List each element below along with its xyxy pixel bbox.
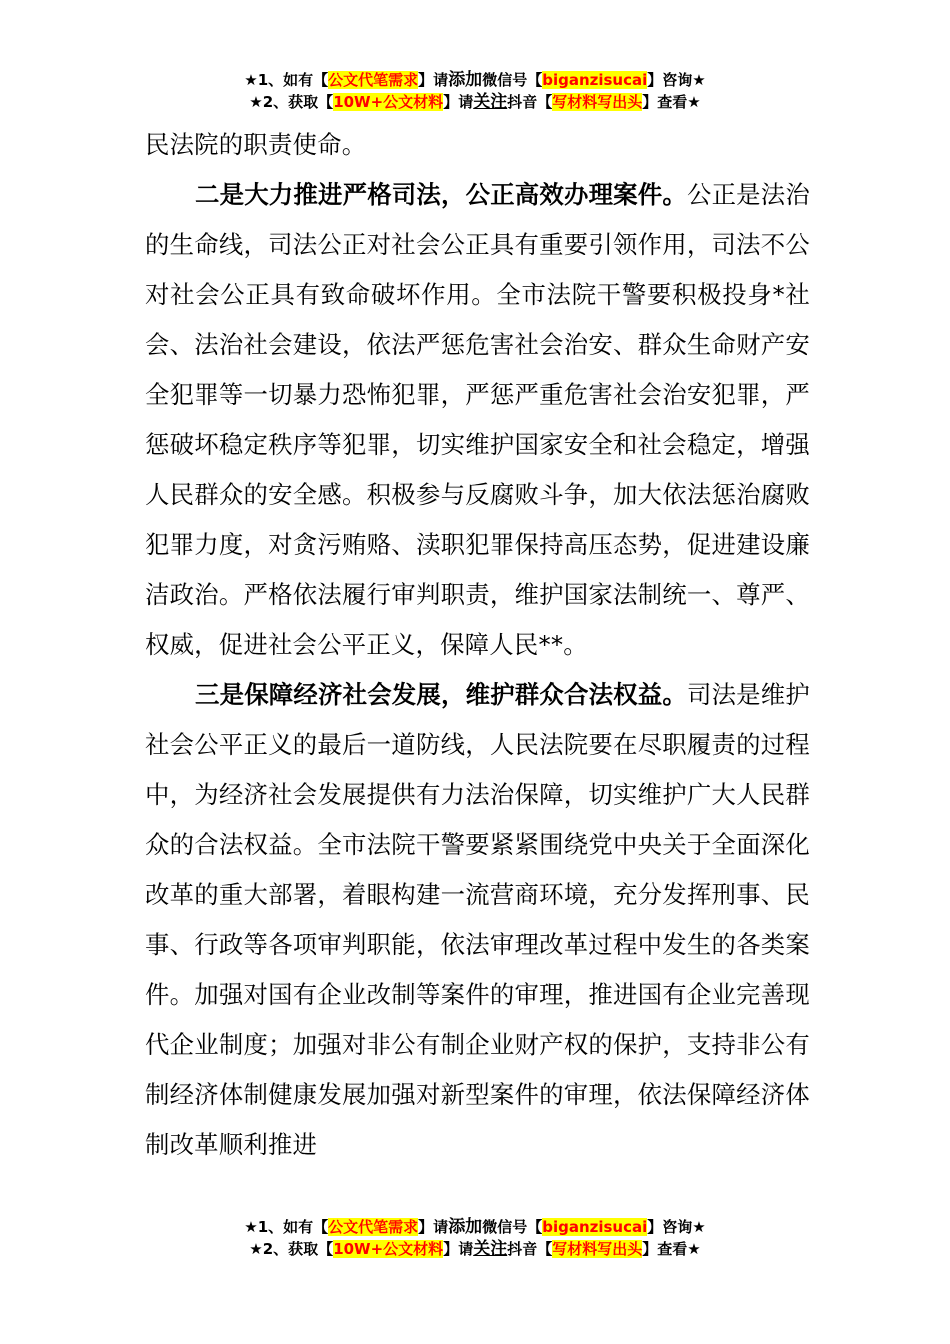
promo-highlight: 公文代笔需求: [328, 1218, 419, 1236]
promo-text: 】咨询★: [647, 71, 706, 89]
paragraph-text: 司法是维护社会公平正义的最后一道防线，人民法院要在尽职履责的过程中，为经济社会发展提供有力法治保障，切实维护广大人民群众的合法权益。全市法院干警要紧紧围绕党中央关于全面深化改革的重大部署，着眼构建一流营商环境，充分发挥刑事、民事、行政等各项审判职能，依法审理改革过程中发生的各类案件。加强对国有企业改制等案件的审理，推进国有企业完善现代企业制度；加强对非公有制企业财产权的保护，支持非公有制经济体制健康发展加强对新型案件的审理，依法保障经济体制改革顺利推进: [145, 680, 810, 1159]
promo-text: ★2、获取【: [249, 1240, 334, 1258]
promo-line-2: [0, 91, 950, 113]
promo-text: 】请: [443, 93, 474, 111]
paragraph-heading: 二是大力推进严格司法，公正高效办理案件。: [195, 180, 687, 209]
promo-text: ★1、如有【: [244, 71, 329, 89]
promo-line-1: [0, 69, 950, 91]
promo-line-2: [0, 1238, 950, 1260]
promo-emphasis: 关注: [473, 92, 508, 112]
promo-line-1: [0, 1216, 950, 1238]
promo-emphasis: 添加: [448, 70, 483, 90]
wechat-id-highlight: biganzisucai: [542, 1218, 648, 1236]
promo-text: 】请: [443, 1240, 474, 1258]
paragraph-continuation: 民法院的职责使命。: [145, 130, 367, 159]
promo-text: ★1、如有【: [244, 1218, 329, 1236]
promo-text: 抖音【: [507, 93, 553, 111]
promo-footer: [0, 1216, 950, 1260]
promo-text: 】请: [418, 1218, 449, 1236]
promo-text: 】咨询★: [647, 1218, 706, 1236]
promo-highlight: 10W+公文材料: [333, 1240, 444, 1258]
paragraph-2: [145, 170, 810, 670]
promo-text: 】查看★: [642, 1240, 701, 1258]
promo-text: 抖音【: [507, 1240, 553, 1258]
promo-text: 】查看★: [642, 93, 701, 111]
promo-emphasis: 添加: [448, 1217, 483, 1237]
promo-text: 微信号【: [482, 1218, 543, 1236]
wechat-id-highlight: biganzisucai: [542, 71, 648, 89]
paragraph-3: [145, 670, 810, 1170]
promo-text: ★2、获取【: [249, 93, 334, 111]
promo-highlight: 10W+公文材料: [333, 93, 444, 111]
paragraph-text: 公正是法治的生命线，司法公正对社会公正具有重要引领作用，司法不公对社会公正具有致命破坏作用。全市法院干警要积极投身*社会、法治社会建设，依法严惩危害社会治安、群众生命财产安全犯罪等一切暴力恐怖犯罪，严惩严重危害社会治安犯罪，严惩破坏稳定秩序等犯罪，切实维护国家安全和社会稳定，增强人民群众的安全感。积极参与反腐败斗争，加大依法惩治腐败犯罪力度，对贪污贿赂、渎职犯罪保持高压态势，促进建设廉洁政治。严格依法履行审判职责，维护国家法制统一、尊严、权威，促进社会公平正义，保障人民**。: [145, 180, 810, 659]
promo-emphasis: 关注: [473, 1239, 508, 1259]
document-body: [145, 120, 810, 1170]
promo-text: 】请: [418, 71, 449, 89]
promo-highlight: 公文代笔需求: [328, 71, 419, 89]
promo-header: [0, 69, 950, 113]
promo-text: 微信号【: [482, 71, 543, 89]
douyin-id-highlight: 写材料写出头: [552, 1240, 643, 1258]
douyin-id-highlight: 写材料写出头: [552, 93, 643, 111]
paragraph-heading: 三是保障经济社会发展，维护群众合法权益。: [195, 680, 687, 709]
